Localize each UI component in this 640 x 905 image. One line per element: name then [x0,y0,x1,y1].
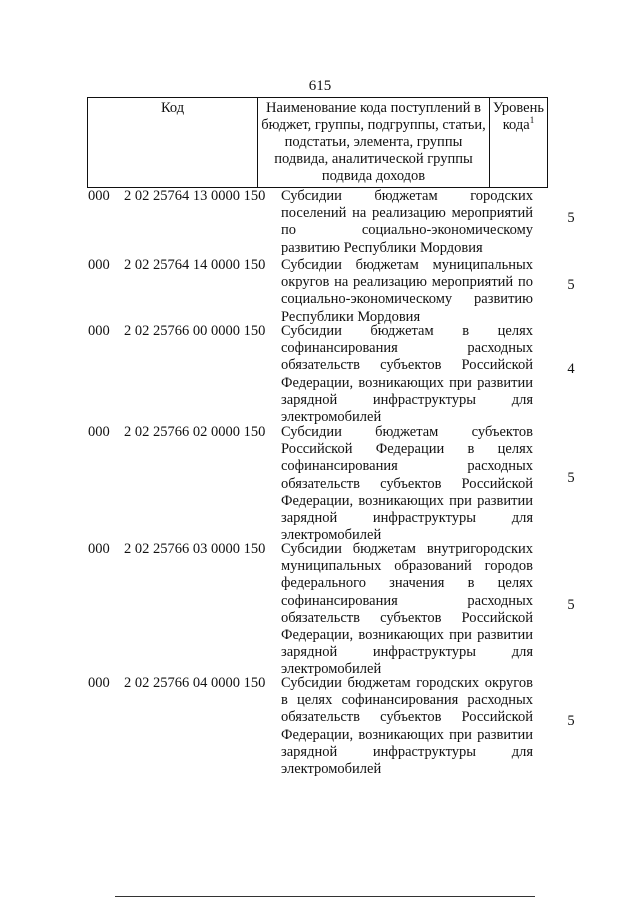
admin-code: 000 [88,675,110,691]
revenue-name: Субсидии бюджетам субъектов Российской Федерации в целях софинансирования расходных обязательств субъектов Российской Федерации, возникающих при развитии зарядной инфраструктуры для электромобилей [281,424,533,544]
revenue-name: Субсидии бюджетам внутригородских муниципальных образований городов федерального значения в целях софинансирования расходных обязательств субъектов Российской Федерации, возникающих при развитии зарядной инфраструктуры для электромобилей [281,541,533,678]
revenue-code: 2 02 25764 14 0000 150 [124,257,266,273]
revenue-code: 2 02 25766 00 0000 150 [124,323,266,339]
revenue-code: 2 02 25766 03 0000 150 [124,541,266,557]
code-level: 5 [567,210,575,226]
page-number: 615 [308,78,332,94]
revenue-name: Субсидии бюджетам городских поселений на реализацию мероприятий по социально-экономическому развитию Республики Мордовия [281,188,533,256]
admin-code: 000 [88,323,110,339]
revenue-name: Субсидии бюджетам муниципальных округов на реализацию мероприятий по социально-экономическому развитию Республики Мордовия [281,257,533,325]
footnote-marker: 1 [529,115,535,126]
revenue-code: 2 02 25766 04 0000 150 [124,675,266,691]
header-name: Наименование кода поступлений в бюджет, группы, подгруппы, статьи, подстатьи, элемента, группы подвида, аналитической группы подвида доходов [258,98,490,188]
revenue-code: 2 02 25764 13 0000 150 [124,188,266,204]
admin-code: 000 [88,257,110,273]
admin-code: 000 [88,541,110,557]
code-level: 5 [567,597,575,613]
bottom-divider [115,896,535,897]
revenue-name: Субсидии бюджетам городских округов в целях софинансирования расходных обязательств субъектов Российской Федерации, возникающих при развитии зарядной инфраструктуры для электромобилей [281,675,533,778]
code-level: 4 [567,361,575,377]
code-level: 5 [567,277,575,293]
admin-code: 000 [88,188,110,204]
table-header [87,97,548,188]
revenue-code: 2 02 25766 02 0000 150 [124,424,266,440]
admin-code: 000 [88,424,110,440]
code-level: 5 [567,470,575,486]
header-level: Уровень кода$^1$ [489,98,547,188]
revenue-name: Субсидии бюджетам в целях софинансирования расходных обязательств субъектов Российской Федерации, возникающих при развитии зарядной инфраструктуры для электромобилей [281,323,533,426]
code-level: 5 [567,713,575,729]
header-code: Код [88,98,258,188]
